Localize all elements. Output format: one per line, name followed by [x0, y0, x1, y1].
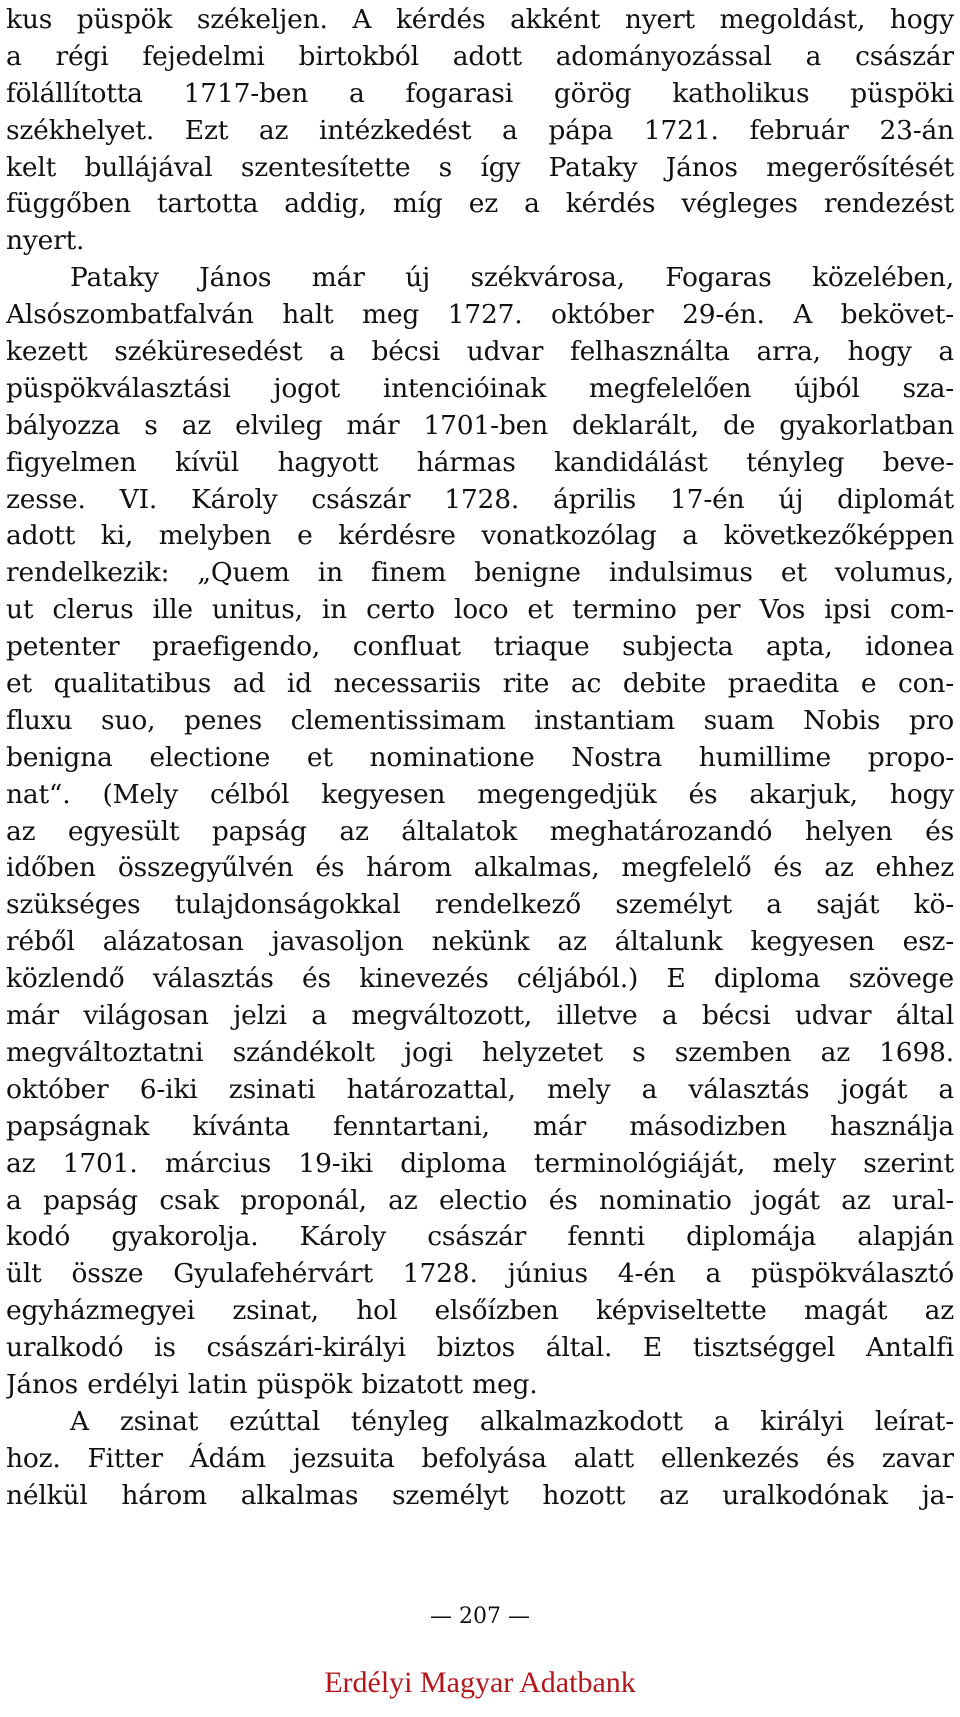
text-line: réből alázatosan javasoljon nekünk az általunk kegyesen esz- [6, 926, 954, 958]
text-line: püspökválasztási jogot intencióinak megfelelően újból sza- [6, 372, 954, 404]
text-line: benigna electione et nominatione Nostra humillime propo- [6, 741, 954, 773]
text-line: közlendő választás és kinevezés céljából.) E diploma szövege [6, 963, 954, 995]
text-line: petenter praefigendo, confluat triaque subjecta apta, idonea [6, 631, 954, 663]
text-line: et qualitatibus ad id necessariis rite ac debite praedita e con- [6, 668, 954, 700]
text-line: ült össze Gyulafehérvárt 1728. június 4-én a püspökválasztó [6, 1258, 954, 1290]
text-line: papságnak kívánta fenntartani, már másodizben használja [6, 1110, 954, 1142]
text-line: bályozza s az elvileg már 1701-ben deklarált, de gyakorlatban [6, 409, 954, 441]
text-line: egyházmegyei zsinat, hol elsőízben képviseltette magát az [6, 1295, 954, 1327]
text-line: székhelyet. Ezt az intézkedést a pápa 1721. február 23-án [6, 114, 954, 146]
text-line: nélkül három alkalmas személyt hozott az uralkodónak ja- [6, 1479, 954, 1511]
text-line: a papság csak proponál, az electio és nominatio jogát az ural- [6, 1184, 954, 1216]
paragraph-start-line: Pataky János már új székvárosa, Fogaras közelében, [70, 262, 954, 294]
text-line: uralkodó is császári-királyi biztos által. E tisztséggel Antalfi [6, 1332, 954, 1364]
text-line: hoz. Fitter Ádám jezsuita befolyása alatt ellenkezés és zavar [6, 1442, 954, 1474]
text-line: megváltoztatni szándékolt jogi helyzetet s szemben az 1698. [6, 1036, 954, 1068]
body-text [6, 2, 954, 1515]
text-line: a régi fejedelmi birtokból adott adományozással a császár [6, 40, 954, 72]
text-line: nat“. (Mely célból kegyesen megengedjük és akarjuk, hogy [6, 778, 954, 810]
page-number: — 207 — [430, 1604, 530, 1629]
text-line: fölállította 1717-ben a fogarasi görög katholikus püspöki [6, 77, 954, 109]
text-line: Alsószombatfalván halt meg 1727. október 29-én. A bekövet- [6, 299, 954, 331]
text-line: kus püspök székeljen. A kérdés akként nyert megoldást, hogy [6, 4, 954, 35]
text-line: kezett széküresedést a bécsi udvar felhasználta arra, hogy a [6, 336, 954, 368]
text-line: fluxu suo, penes clementissimam instantiam suam Nobis pro [6, 704, 954, 736]
text-line: zesse. VI. Károly császár 1728. április 17-én új diplomát [6, 483, 954, 515]
text-line: figyelmen kívül hagyott hármas kandidálást tényleg beve- [6, 446, 954, 478]
text-line: október 6-iki zsinati határozattal, mely a választás jogát a [6, 1073, 954, 1105]
text-line: rendelkezik: „Quem in finem benigne indulsimus et volumus, [6, 557, 954, 589]
text-line: az 1701. március 19-iki diploma terminológiáját, mely szerint [6, 1147, 954, 1179]
text-line: János erdélyi latin püspök bizatott meg. [6, 1368, 538, 1400]
text-line: szükséges tulajdonságokkal rendelkező személyt a saját kö- [6, 889, 954, 921]
text-line: függőben tartotta addig, míg ez a kérdés végleges rendezést [6, 188, 954, 220]
text-line: nyert. [6, 225, 85, 257]
text-line: időben összegyűlvén és három alkalmas, megfelelő és az ehhez [6, 852, 954, 884]
text-line: kelt bullájával szentesítette s így Pataky János megerősítését [6, 151, 954, 183]
text-line: az egyesült papság az általatok meghatározandó helyen és [6, 815, 954, 847]
text-line: adott ki, melyben e kérdésre vonatkozólag a következőképpen [6, 520, 954, 552]
text-line: kodó gyakorolja. Károly császár fennti diplomája alapján [6, 1221, 954, 1253]
text-line: ut clerus ille unitus, in certo loco et termino per Vos ipsi com- [6, 594, 954, 626]
paragraph-start-line: A zsinat ezúttal tényleg alkalmazkodott a királyi leírat- [70, 1405, 954, 1437]
watermark-footer: Erdélyi Magyar Adatbank [324, 1666, 636, 1699]
text-line: már világosan jelzi a megváltozott, illetve a bécsi udvar által [6, 1000, 954, 1032]
